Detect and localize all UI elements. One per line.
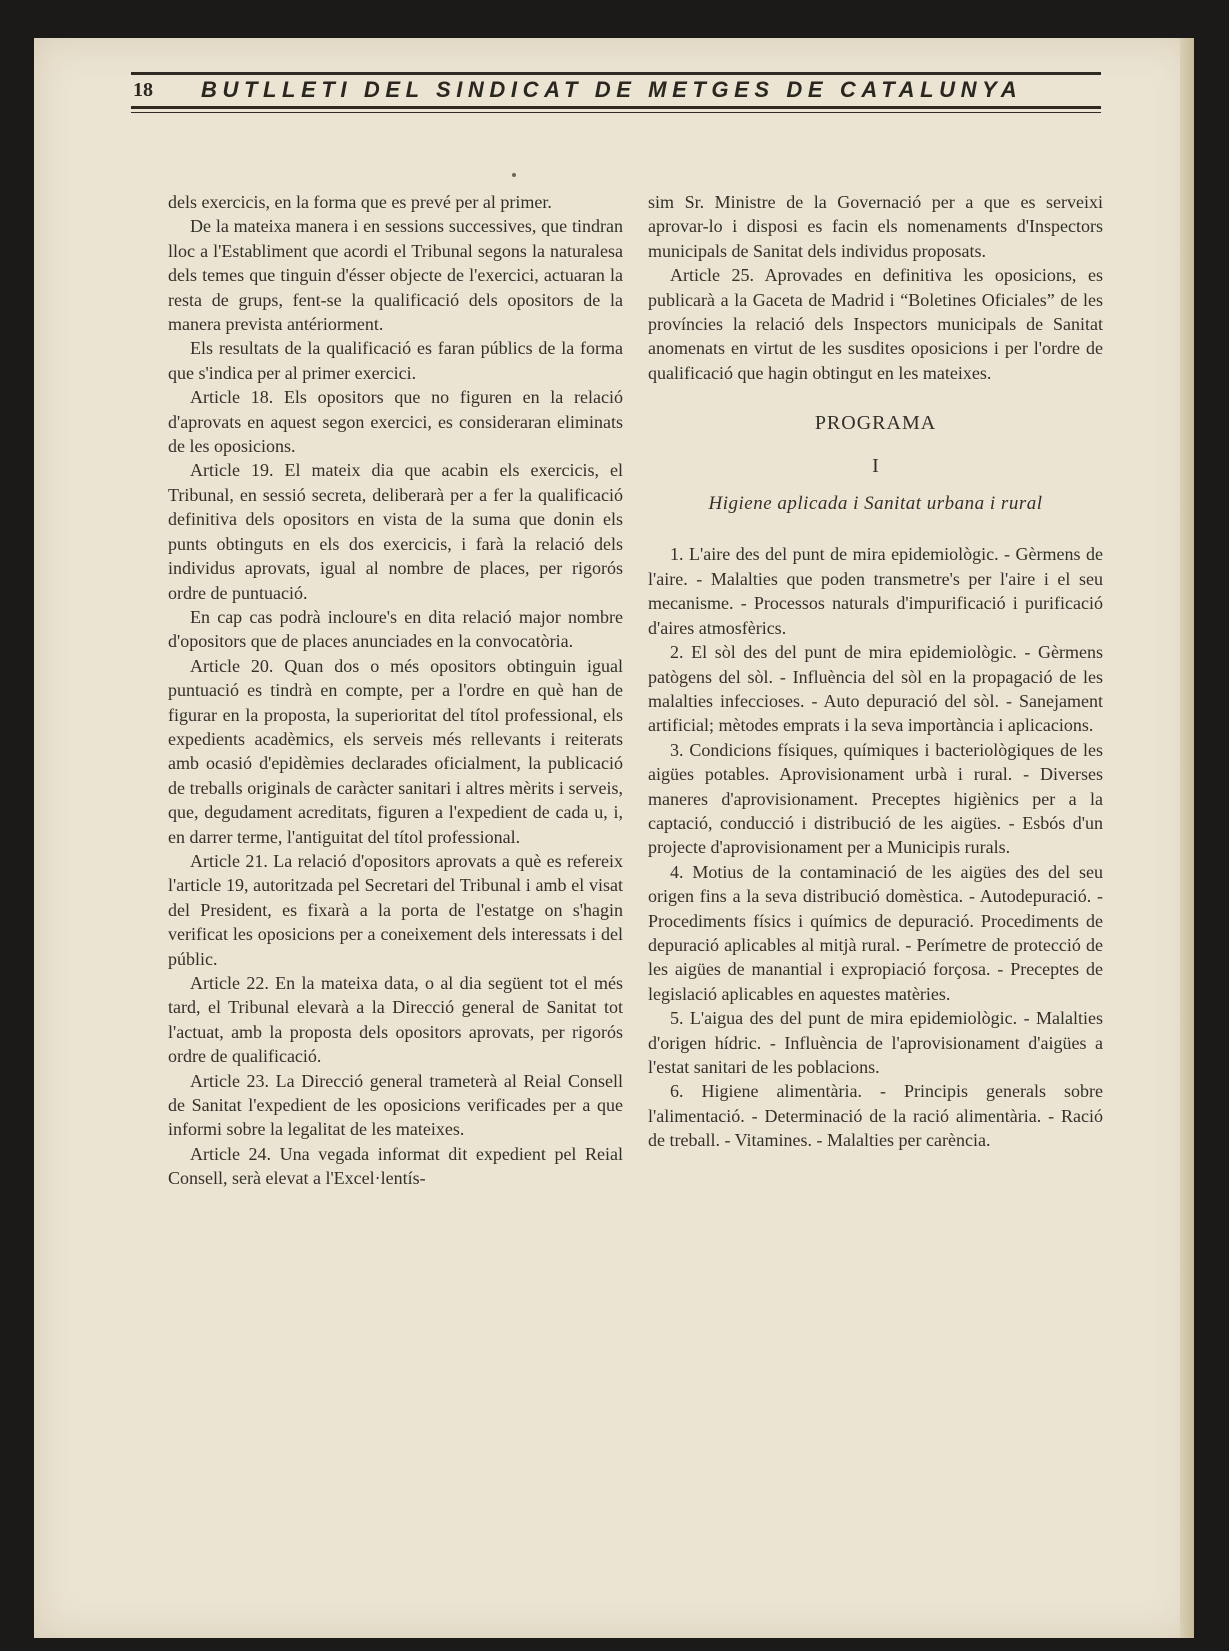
print-speck [512,173,516,177]
program-item-3: 3. Condicions físiques, químiques i bacteriològiques de les aigües potables. Aprovisionament urbà i rural. - Diverses maneres d'aprovisionament. Preceptes higiènics per a la captació, conducció i distribució de les aigües. - Esbós d'un projecte d'aprovisionament per a Municipis rurals. [648,739,1103,858]
program-item-5: 5. L'aigua des del punt de mira epidemiològic. - Malalties d'origen hídric. - Influència de l'aprovisionament d'aigües a l'estat sanitari de les poblacions. [648,1008,1103,1077]
article-24: Article 24. Una vegada informat dit expedient pel Reial Consell, serà elevat a l'Excel·lentís- [168,1143,623,1189]
program-item-4: 4. Motius de la contaminació de les aigües des del seu origen fins a la seva distribució domèstica. - Autodepuració. - Procediments físics i químics de depuració. Procediments de depuració aplicables al mitjà rural. - Perímetre de protecció de les aigües de manantial i expropiació forçosa. - Preceptes de legislació aplicables en aquestes matèries. [648,861,1103,1004]
page-number: 18 [133,79,153,101]
program-item-1: 1. L'aire des del punt de mira epidemiològic. - Gèrmens de l'aire. - Malalties que poden transmetre's per l'aire i el seu mecanisme. - Processos naturals d'impurificació i purificació d'aires atmosfèrics. [648,544,1103,638]
paragraph: De la mateixa manera i en sessions successives, que tindran lloc a l'Establiment que acordi el Tribunal segons la naturalesa dels temes que tinguin d'ésser objecte de l'exercici, actuaran la resta de grups, fent-se la qualificació dels opositors de la manera prevista antériorment. [168,216,623,335]
article-18: Article 18. Els opositors que no figuren en la relació d'aprovats en aquest segon exercici, es consideraran eliminats de les oposicions. [168,387,623,457]
paragraph: dels exercicis, en la forma que es prevé per al primer. [168,192,552,212]
header-rule-bottom-thin [131,112,1101,113]
section-heading: PROGRAMA [814,412,937,435]
section-number: I [872,454,879,477]
article-23: Article 23. La Direcció general trameterà al Reial Consell de Sanitat l'expedient de les oposicions verificades per a que informi sobre la legalitat de les mateixes. [168,1070,623,1140]
paragraph: sim Sr. Ministre de la Governació per a que es serveixi aprovar-lo i disposi es facin els nomenaments d'Inspectors municipals de Sanitat dels individus proposats. [648,192,1103,261]
program-item-6: 6. Higiene alimentària. - Principis generals sobre l'alimentació. - Determinació de la ració alimentària. - Ració de treball. - Vitamines. - Malalties per carència. [648,1081,1103,1151]
header-rule-top [131,72,1101,75]
paragraph: Els resultats de la qualificació es faran públics de la forma que s'indica per al primer exercici. [168,338,623,383]
article-20: Article 20. Quan dos o més opositors obtinguin igual puntuació es tindrà en compte, per a l'ordre en què han de figurar en la proposta, la superioritat del títol professional, els expedients acadèmics, els serveis més rellevants i reiterats amb ocasió d'epidèmies declarades oficialment, la publicació de treballs originals de caràcter sanitari i altres mèrits i serveis, que, degudament acreditats, figuren a l'expedient de cada u, i, en darrer terme, l'antiguitat del títol professional. [168,655,623,847]
running-header [131,72,1101,112]
journal-title: BUTLLETI DEL SINDICAT DE METGES DE CATALUNYA [201,77,1023,102]
page-edge [1180,38,1194,1638]
right-column [648,190,1103,1153]
program-item-2: 2. El sòl des del punt de mira epidemiològic. - Gèrmens patògens del sòl. - Influència del sòl en la propagació de les malalties infeccioses. - Auto depuració del sòl. - Sanejament artificial; mètodes emprats i la seva importància i aplicacions. [648,642,1103,736]
article-21: Article 21. La relació d'opositors aprovats a què es refereix l'article 19, autoritzada pel Secretari del Tribunal i amb el visat del President, es fixarà a la porta de l'estatge on s'hagin verificat les oposicions per a coneixement dels interessats i del públic. [168,850,623,969]
header-rule-bottom [131,106,1101,109]
article-22: Article 22. En la mateixa data, o al dia següent tot el més tard, el Tribunal elevarà a la Direcció general de Sanitat tot l'actuat, amb la proposta dels opositors aprovats, per rigorós ordre de qualificació. [168,973,623,1067]
left-column [168,190,623,1191]
section-subtitle: Higiene aplicada i Sanitat urbana i rural [708,493,1043,515]
paragraph: En cap cas podrà incloure's en dita relació major nombre d'opositors que de places anunciades en la convocatòria. [168,606,623,652]
article-19: Article 19. El mateix dia que acabin els exercicis, el Tribunal, en sessió secreta, deliberarà per a fer la qualificació definitiva dels opositors en vista de la suma que donin els punts obtinguts en els dos exercicis, i farà la relació dels individus aprovats, igual al nombre de places, per rigorós ordre de puntuació. [168,460,623,603]
article-25: Article 25. Aprovades en definitiva les oposicions, es publicarà a la Gaceta de Madrid i “Boletines Oficiales” de les províncies la relació dels Inspectors municipals de Sanitat anomenats en virtut de les susdites oposicions i per l'ordre de qualificació que hagin obtingut en les mateixes. [648,265,1103,383]
